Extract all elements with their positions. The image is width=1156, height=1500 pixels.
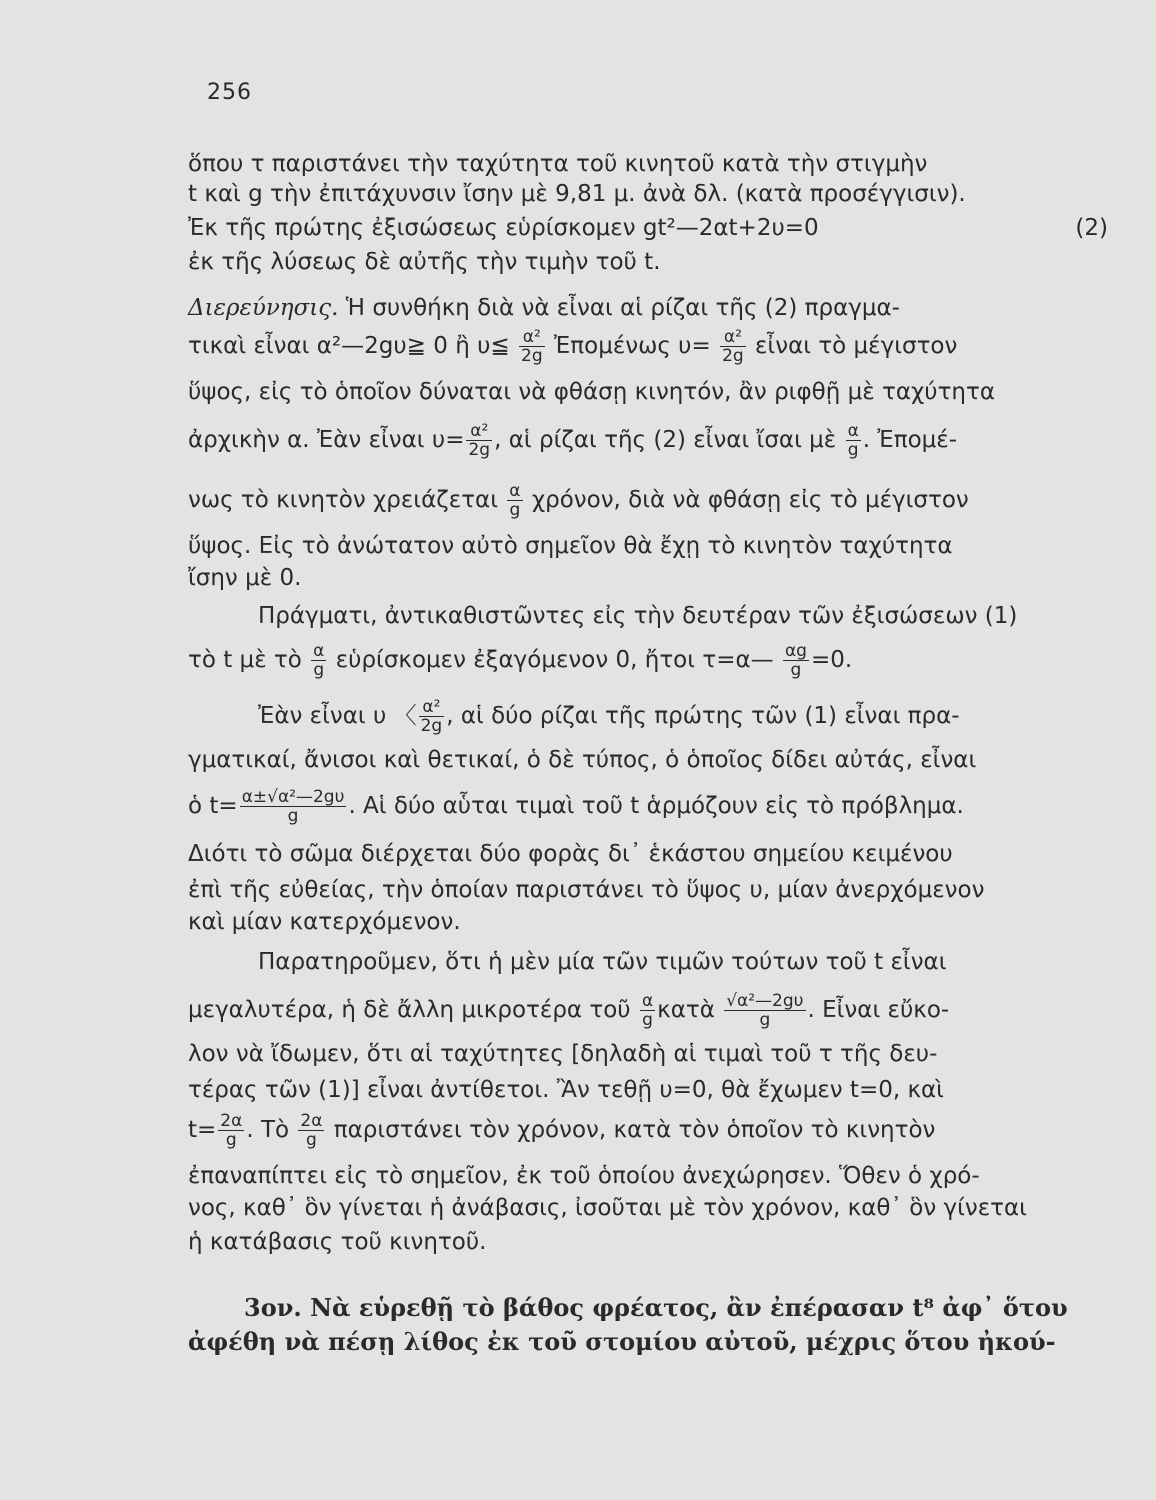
text-span: τὸ t μὲ τὸ (188, 647, 302, 673)
text-span: τικαὶ εἶναι α²—2gυ≧ 0 ἢ υ≦ (188, 333, 510, 359)
fraction-numerator: α (313, 641, 325, 661)
problem-text: ἀφέθη νὰ πέσῃ λίθος ἐκ τοῦ στομίου αὐτοῦ, μέχρις ὅτου ἠκού- (188, 1327, 1056, 1356)
fraction (724, 992, 805, 1029)
text-line: ὅπου τ παριστάνει τὴν ταχύτητα τοῦ κινητοῦ κατὰ τὴν στιγμὴν (188, 151, 928, 177)
text-line: ὕψος, εἰς τὸ ὁποῖον δύναται νὰ φθάσῃ κινητόν, ἂν ριφθῇ μὲ ταχύτητα (188, 379, 996, 405)
fraction (640, 992, 655, 1029)
text-span: νως τὸ κινητὸν χρειάζεται (188, 487, 498, 513)
text-line: νος, καθ᾽ ὃν γίνεται ἡ ἀνάβασις, ἰσοῦται μὲ τὸν χρόνον, καθ᾽ ὃν γίνεται (188, 1195, 1027, 1221)
fraction (519, 328, 545, 365)
text-line (188, 289, 900, 327)
text-span: , αἱ δύο ρίζαι τῆς πρώτης τῶν (1) εἶναι πρα- (446, 703, 960, 729)
fraction (466, 422, 492, 459)
text-line (188, 787, 964, 825)
fraction-denominator: g (759, 1010, 771, 1030)
text-line: ἐπὶ τῆς εὐθείας, τὴν ὁποίαν παριστάνει τὸ ὕψος υ, μίαν ἀνερχόμενον (188, 877, 985, 903)
fraction (419, 698, 445, 735)
fraction-denominator: 2g (521, 346, 543, 366)
text-line (188, 327, 957, 365)
text-span: =0. (810, 647, 853, 673)
text-span: χρόνον, διὰ νὰ φθάσῃ εἰς τὸ μέγιστον (531, 487, 969, 513)
fraction (298, 1112, 324, 1149)
fraction-numerator: α (509, 481, 521, 501)
fraction-numerator: 2α (220, 1111, 243, 1131)
text-span: Ἡ συνθήκη διὰ νὰ εἶναι αἱ ρίζαι τῆς (2) πραγμα- (338, 295, 900, 321)
text-line: ἐκ τῆς λύσεως δὲ αὐτῆς τὴν τιμὴν τοῦ t. (188, 249, 661, 275)
text-line (188, 421, 957, 459)
fraction-denominator: 2g (420, 716, 443, 736)
text-line: ἡ κατάβασις τοῦ κινητοῦ. (188, 1229, 487, 1255)
fraction (846, 422, 861, 459)
section-heading: Διερεύνησις. (188, 295, 339, 321)
text-line (258, 697, 960, 735)
fraction (218, 1112, 244, 1149)
text-line: ὕψος. Εἰς τὸ ἀνώτατον αὐτὸ σημεῖον θὰ ἔχῃ τὸ κινητὸν ταχύτητα (188, 533, 953, 559)
text-line: Διότι τὸ σῶμα διέρχεται δύο φορὰς δι᾽ ἑκάστου σημείου κειμένου (188, 841, 953, 867)
text-line: Παρατηροῦμεν, ὅτι ἡ μὲν μία τῶν τιμῶν τούτων τοῦ t εἶναι (258, 949, 947, 975)
text-span: Ἐπομένως υ= (553, 333, 711, 359)
body-text (188, 145, 1108, 1365)
equation-number: (2) (1075, 215, 1108, 241)
text-span: μεγαλυτέρα, ἡ δὲ ἄλλη μικροτέρα τοῦ (188, 997, 631, 1023)
text-span: t= (188, 1117, 217, 1143)
fraction (311, 642, 326, 679)
fraction-denominator: g (509, 500, 521, 520)
text-line: καὶ μίαν κατερχόμενον. (188, 909, 461, 935)
text-line: γματικαί, ἄνισοι καὶ θετικαί, ὁ δὲ τύπος, ὁ ὁποῖος δίδει αὐτάς, εἶναι (188, 747, 977, 773)
fraction-numerator: √α²—2gυ (726, 991, 804, 1011)
fraction-denominator: 2g (722, 346, 744, 366)
problem-heading: 3ον. Νὰ εὑρεθῇ τὸ βάθος φρέατος, ἂν ἐπέρασαν t⁸ ἀφ᾽ ὅτου (244, 1293, 1068, 1322)
fraction-denominator: g (847, 440, 859, 460)
fraction (783, 642, 809, 679)
text-span: κατὰ (657, 997, 715, 1023)
text-span: . Αἱ δύο αὗται τιμαὶ τοῦ t ἁρμόζουν εἰς τὸ πρόβλημα. (348, 793, 964, 819)
text-span: . Ἐπομέ- (862, 427, 958, 453)
text-line: t καὶ g τὴν ἐπιτάχυνσιν ἴσην μὲ 9,81 μ. ἀνὰ δλ. (κατὰ προσέγγισιν). (188, 181, 966, 207)
fraction-numerator: α (641, 991, 654, 1011)
fraction-numerator: α² (519, 328, 545, 347)
text-span: ὁ t= (188, 793, 238, 819)
text-span: . Τὸ (246, 1117, 290, 1143)
text-span: εὑρίσκομεν ἐξαγόμενον 0, ἤτοι τ=α— (335, 647, 774, 673)
fraction-denominator: 2g (468, 440, 491, 460)
text-span: εἶναι τὸ μέγιστον (755, 333, 958, 359)
text-line: τέρας τῶν (1)] εἶναι ἀντίθετοι. Ἂν τεθῇ υ=0, θὰ ἔχωμεν t=0, καὶ (188, 1077, 944, 1103)
text-line (188, 1111, 935, 1149)
text-line (188, 481, 969, 519)
fraction-numerator: α² (466, 422, 492, 441)
fraction-numerator: αg (784, 641, 807, 661)
fraction (240, 788, 347, 825)
text-span: . Εἶναι εὔκο- (807, 997, 950, 1023)
fraction-denominator: g (306, 1130, 317, 1150)
fraction-numerator: α² (720, 328, 746, 347)
text-line: ἐπαναπίπτει εἰς τὸ σημεῖον, ἐκ τοῦ ὁποίου ἀνεχώρησεν. Ὅθεν ὁ χρό- (188, 1163, 980, 1189)
text-line (188, 991, 949, 1029)
fraction-numerator: α² (419, 698, 445, 717)
fraction-denominator: g (642, 1010, 653, 1030)
text-span: Ἐὰν εἶναι υ 〈 (258, 703, 417, 729)
text-line (188, 209, 1108, 247)
text-line (188, 641, 852, 679)
equation-text: Ἐκ τῆς πρώτης ἐξισώσεως εὑρίσκομεν gt²—2αt+2υ=0 (188, 215, 819, 241)
text-line: λον νὰ ἴδωμεν, ὅτι αἱ ταχύτητες [δηλαδὴ αἱ τιμαὶ τοῦ τ τῆς δευ- (188, 1041, 938, 1067)
fraction (507, 482, 522, 519)
text-span: ἀρχικὴν α. Ἐὰν εἶναι υ= (188, 427, 465, 453)
fraction-denominator: g (225, 1130, 237, 1150)
fraction-denominator: g (790, 660, 802, 680)
fraction-denominator: g (287, 806, 299, 826)
text-line: Πράγματι, ἀντικαθιστῶντες εἰς τὴν δευτέραν τῶν ἐξισώσεων (1) (258, 603, 1018, 629)
fraction-numerator: α (847, 421, 859, 441)
fraction-denominator: g (313, 660, 325, 680)
text-line: ἴσην μὲ 0. (188, 565, 302, 591)
text-span: , αἱ ρίζαι τῆς (2) εἶναι ἴσαι μὲ (494, 427, 837, 453)
fraction-numerator: 2α (300, 1111, 323, 1131)
text-span: παριστάνει τὸν χρόνον, κατὰ τὸν ὁποῖον τὸ κινητὸν (333, 1117, 936, 1143)
fraction (720, 328, 746, 365)
page-number: 256 (207, 80, 252, 105)
fraction-numerator: α±√α²—2gυ (241, 787, 345, 807)
